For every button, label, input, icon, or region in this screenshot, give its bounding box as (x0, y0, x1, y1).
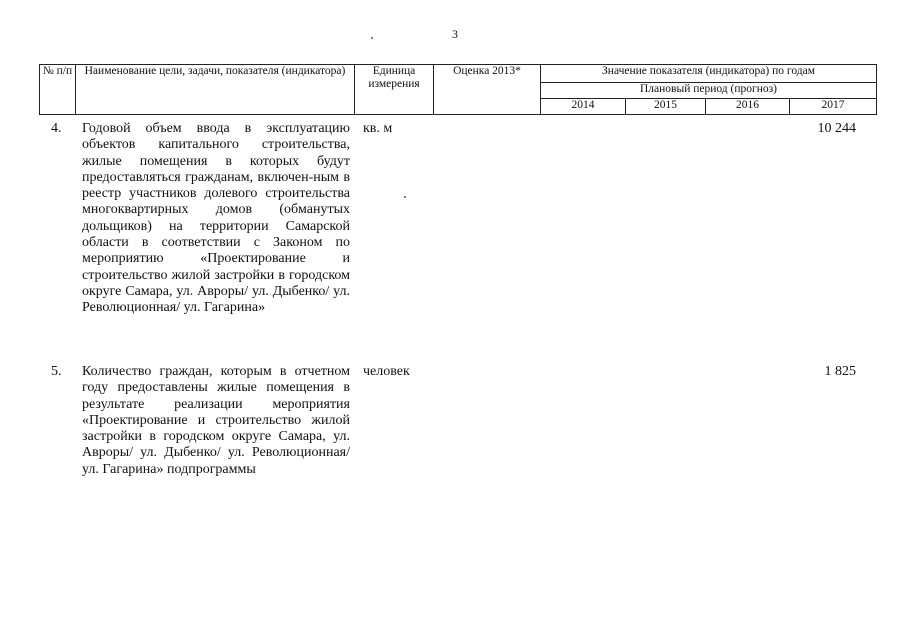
row-indicator-name: Годовой объем ввода в эксплуатацию объектов капитального строительства, жилые помещения в которых будут предоставляться гражданам, включен-ным в реестр участников долевого строительства многоквартирных домов (обманутых дольщиков) на территории Самарской области в соответствии с Законом по мероприятию «Проектирование и строительство жилой застройки в городском округе Самара, ул. Авроры/ ул. Дыбенко/ ул. Революционная/ ул. Гагарина» (82, 121, 350, 316)
header-indicator-name: Наименование цели, задачи, показателя (индикатора) (76, 65, 355, 115)
header-values-by-year: Значение показателя (индикатора) по годам (541, 65, 877, 83)
header-year-2014: 2014 (541, 99, 626, 115)
row-value-2017: 1 825 (824, 364, 856, 379)
row-indicator-name: Количество граждан, которым в отчетном году предоставлены жилые помещения в результате реализации мероприятия «Проектирование и строительство жилой застройки в городском округе Самара, ул. Авроры/ ул. Дыбенко/ ул. Революционная/ ул. Гагарина» подпрограммы (82, 364, 350, 477)
scan-speck (404, 196, 406, 198)
header-number: № п/п (40, 65, 76, 115)
header-estimate: Оценка 2013* (434, 65, 541, 115)
row-unit: кв. м (363, 121, 393, 136)
scan-speck (371, 37, 373, 39)
header-planned-period: Плановый период (прогноз) (541, 83, 877, 99)
row-number: 5. (51, 364, 62, 379)
page-number: 3 (452, 27, 458, 41)
header-unit: Единица измерения (355, 65, 434, 115)
header-year-2017: 2017 (790, 99, 877, 115)
row-unit: человек (363, 364, 410, 379)
table-header (39, 64, 877, 115)
header-year-2015: 2015 (626, 99, 706, 115)
header-year-2016: 2016 (706, 99, 790, 115)
row-number: 4. (51, 121, 62, 136)
row-value-2017: 10 244 (817, 121, 856, 136)
